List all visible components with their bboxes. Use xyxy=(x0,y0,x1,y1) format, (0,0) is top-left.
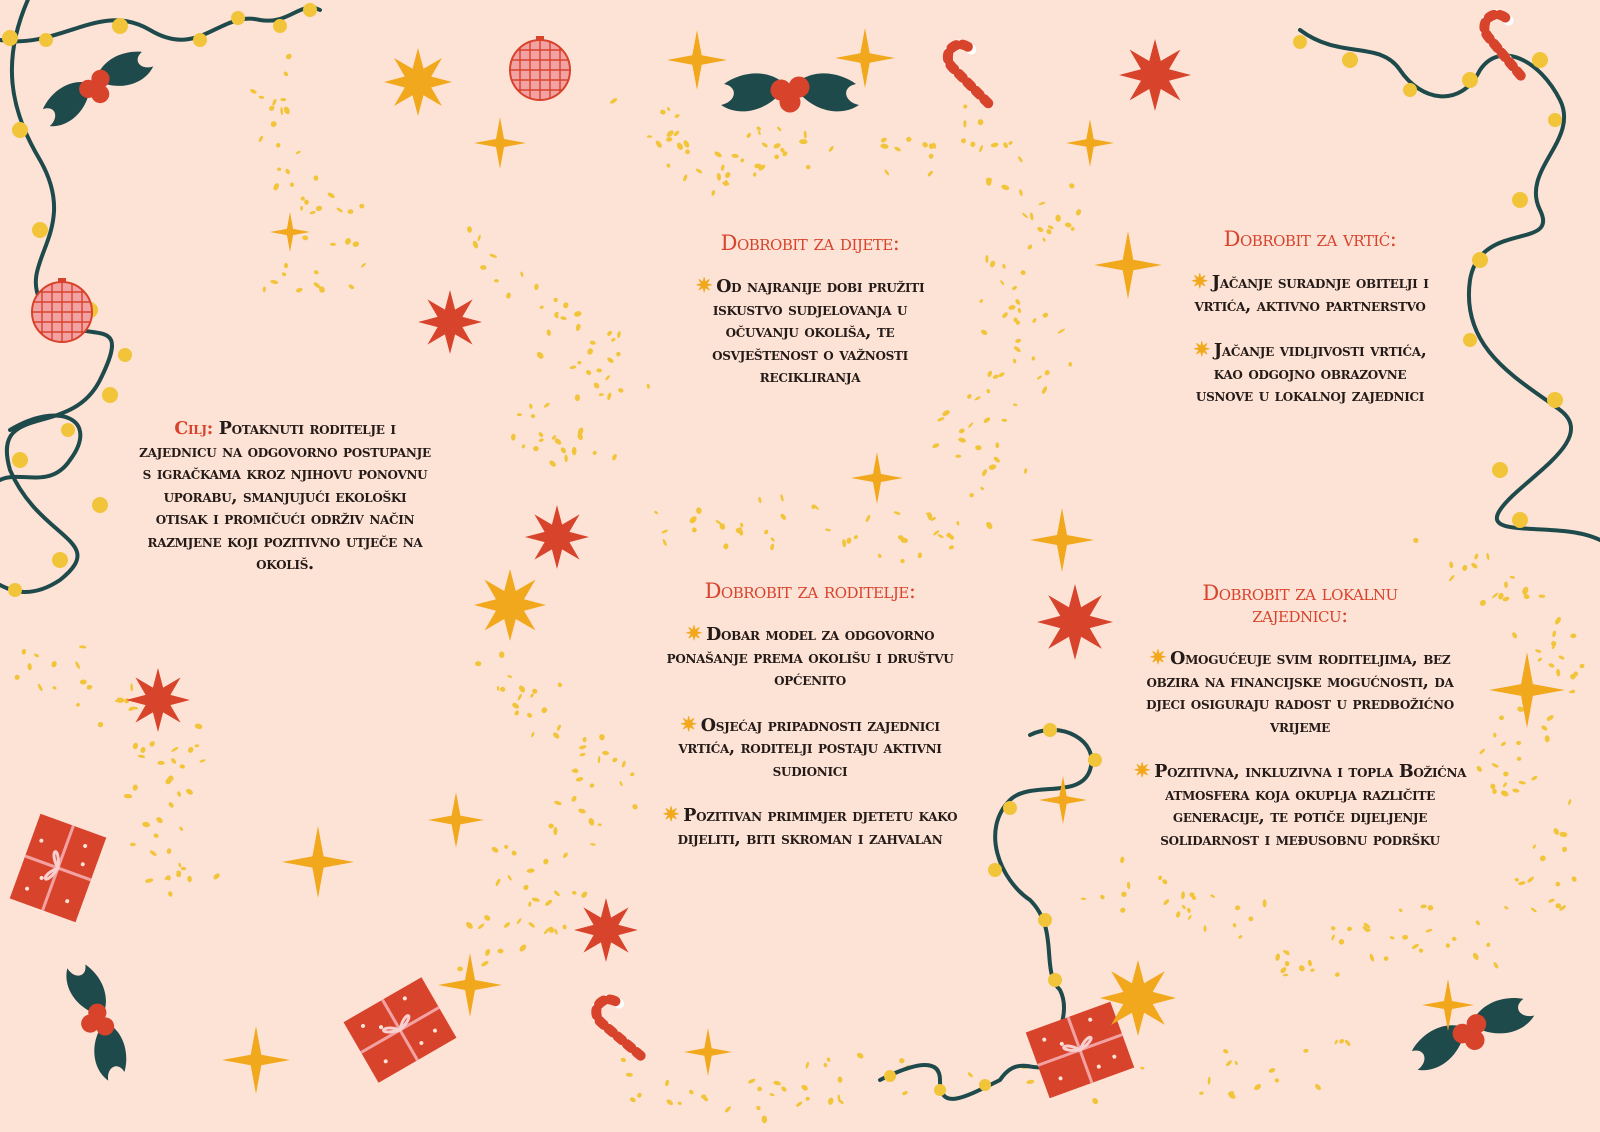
goal-block xyxy=(135,418,435,576)
star-bullet-icon: ✷ xyxy=(1133,758,1151,782)
kindergarten-benefits-list xyxy=(1185,270,1435,408)
star-bullet-icon: ✷ xyxy=(685,621,703,645)
parents-benefits-list xyxy=(660,622,960,850)
list-item xyxy=(660,713,960,783)
decorative-star-icon xyxy=(1422,979,1474,1031)
decorative-star-icon xyxy=(1030,508,1094,572)
decorative-star-icon xyxy=(1094,231,1162,299)
list-item-text: Jačanje vidljivosti vrtića, kao odgojno obrazovne usnove u lokalnoj zajednici xyxy=(1195,341,1427,406)
decorative-star-icon xyxy=(525,505,589,569)
decorative-star-icon xyxy=(438,953,502,1017)
list-item xyxy=(660,622,960,692)
decorative-star-icon xyxy=(222,1026,290,1094)
decorative-star-icon xyxy=(270,212,310,252)
decorative-star-icon xyxy=(1037,584,1113,660)
kindergarten-benefits-title: Dobrobit za vrtić: xyxy=(1223,227,1397,251)
decorative-star-icon xyxy=(574,898,638,962)
star-bullet-icon: ✷ xyxy=(1149,645,1167,669)
community-benefits-list xyxy=(1130,646,1470,851)
child-benefits-title: Dobrobit za dijete: xyxy=(720,231,900,255)
list-item-text: Pozitivna, inkluzivna i topla Božićna atmosfera koja okuplja različite generacije, te potiče dijeljenje solidarnost i međusobnu podršku xyxy=(1154,762,1467,850)
goal-text: Potaknuti roditelje i zajednicu na odgovorno postupanje s igračkama kroz njihovu ponovnu uporabu, smanjujući ekološki otisak i promičući održiv način razmjene koji pozitivno utječe na okoliš. xyxy=(139,419,431,574)
star-bullet-icon: ✷ xyxy=(1193,337,1210,361)
decorative-star-icon xyxy=(851,452,903,504)
list-item-text: Osjećaj pripadnosti zajednici vrtića, roditelji postaju aktivni sudionici xyxy=(678,715,942,781)
list-item xyxy=(1185,270,1435,317)
child-benefits-section xyxy=(680,232,940,410)
goal-label: Cilj: xyxy=(174,419,219,439)
parents-benefits-section xyxy=(660,580,960,871)
list-item xyxy=(1130,646,1470,738)
list-item xyxy=(680,274,940,389)
star-bullet-icon: ✷ xyxy=(680,711,697,736)
list-item xyxy=(1130,759,1470,851)
list-item-text: Dobar model za odgovorno ponašanje prema okolišu i društvu općenito xyxy=(666,625,954,690)
list-item xyxy=(1185,338,1435,408)
list-item-text: Pozitivan primimjer djetetu kako dijeliti, biti skroman i zahvalan xyxy=(677,806,958,849)
star-bullet-icon: ✷ xyxy=(662,802,680,826)
star-bullet-icon: ✷ xyxy=(695,273,713,297)
list-item-text: Jačanje suradnje obitelji i vrtića, aktivno partnerstvo xyxy=(1194,273,1429,316)
star-bullet-icon: ✷ xyxy=(1191,269,1208,293)
list-item-text: Od najranije dobi pružiti iskustvo sudjelovanja u očuvanju okoliša, te osvještenost o važnosti recikliranja xyxy=(712,277,925,387)
decorative-star-icon xyxy=(126,668,190,732)
decorative-star-icon xyxy=(1119,39,1191,111)
decorative-star-icon xyxy=(282,826,354,898)
decorative-star-icon xyxy=(474,117,526,169)
community-benefits-section xyxy=(1130,582,1470,872)
decorative-star-icon xyxy=(474,569,546,641)
decorative-star-icon xyxy=(1100,960,1176,1036)
kindergarten-benefits-section xyxy=(1185,228,1435,429)
decorative-star-icon xyxy=(684,1028,732,1076)
decorative-star-icon xyxy=(384,48,452,116)
decorative-star-icon xyxy=(667,30,727,90)
decorative-star-icon xyxy=(1066,119,1114,167)
list-item-text: Omogućeuje svim roditeljima, bez obzira na financijske mogućnosti, da djeci osiguraju radost u predbožićno vrijeme xyxy=(1146,649,1454,737)
decorative-star-icon xyxy=(428,792,484,848)
list-item xyxy=(660,803,960,850)
community-benefits-title: Dobrobit za lokalnu zajednicu: xyxy=(1202,581,1398,627)
parents-benefits-title: Dobrobit za roditelje: xyxy=(704,579,916,603)
decorative-star-icon xyxy=(418,290,482,354)
child-benefits-list xyxy=(680,274,940,389)
